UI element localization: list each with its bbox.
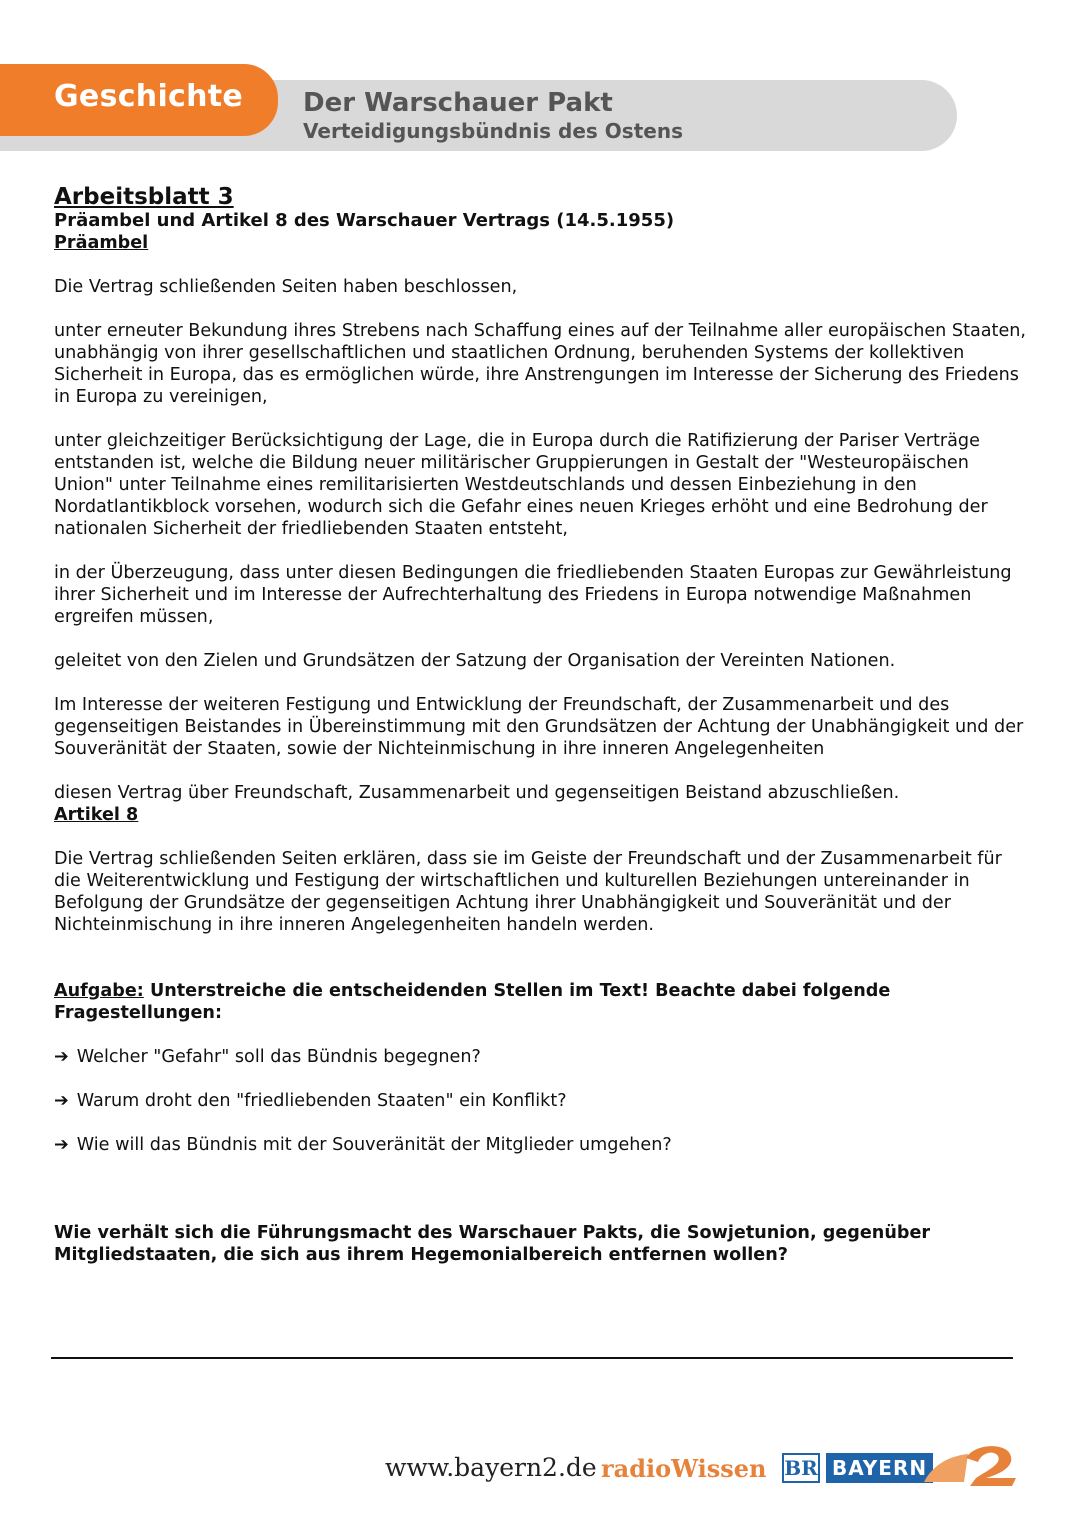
- worksheet-heading: Arbeitsblatt 3: [54, 184, 234, 210]
- question-text: Warum droht den "friedliebenden Staaten" ein Konflikt?: [76, 1091, 567, 1111]
- document-title: Der Warschauer Pakt: [303, 88, 613, 118]
- question-text: Wie will das Bündnis mit der Souveränität der Mitglieder umgehen?: [76, 1135, 672, 1155]
- arrow-right-icon: ➔: [54, 1135, 69, 1155]
- radiowissen-logo: radioWissen: [601, 1454, 767, 1483]
- preamble-paragraph: Die Vertrag schließenden Seiten haben beschlossen,: [54, 277, 518, 297]
- footer-url: www.bayern2.de: [385, 1453, 597, 1482]
- bayern2-two-icon: [920, 1440, 1020, 1490]
- preamble-paragraph: geleitet von den Zielen und Grundsätzen der Satzung der Organisation der Vereinten Nationen.: [54, 651, 896, 671]
- task-label: Aufgabe:: [54, 981, 144, 1001]
- document-subtitle: Verteidigungsbündnis des Ostens: [303, 119, 683, 143]
- preamble-paragraph: diesen Vertrag über Freundschaft, Zusammenarbeit und gegenseitigen Beistand abzuschließen.: [54, 783, 900, 803]
- preamble-paragraph: unter erneuter Bekundung ihres Strebens nach Schaffung eines auf der Teilnahme aller europäischen Staaten, unabhängig von ihrer gesellschaftlichen und staatlichen Ordnung, beruhenden Systems der kollektiven Sicherheit in Europa, das es ermöglichen würde, ihre Anstrengungen im Interesse der Sicherung des Friedens in Europa zu vereinigen,: [54, 321, 1027, 407]
- article-heading: Artikel 8: [54, 805, 139, 825]
- preamble-paragraph: unter gleichzeitiger Berücksichtigung der Lage, die in Europa durch die Ratifizierung der Pariser Verträge entstanden ist, welche die Bildung neuer militärischer Gruppierungen in Gestalt der "Westeuropäischen Union" unter Teilnahme eines remilitarisierten Westdeutschlands und dessen Einbeziehung in den Nordatlantikblock vorsehen, wodurch sich die Gefahr eines neuen Krieges erhöht und eine Bedrohung der nationalen Sicherheit der friedliebenden Staaten entsteht,: [54, 431, 988, 539]
- answer-line: [51, 1357, 1013, 1359]
- bayern2-logo: [782, 1440, 1022, 1490]
- question-item: [54, 1046, 1029, 1068]
- preamble-paragraph: Im Interesse der weiteren Festigung und Entwicklung der Freundschaft, der Zusammenarbeit und des gegenseitigen Beistandes in Übereinstimmung mit den Grundsätzen der Achtung der Unabhängigkeit und der Souveränität der Staaten, sowie der Nichteinmischung in ihre inneren Angelegenheiten: [54, 695, 1024, 759]
- subject-label: Geschichte: [54, 79, 244, 114]
- worksheet-content: [54, 184, 1029, 1266]
- question-item: [54, 1090, 1029, 1112]
- worksheet-subtitle: Präambel und Artikel 8 des Warschauer Vertrags (14.5.1955): [54, 210, 675, 231]
- question-text: Welcher "Gefahr" soll das Bündnis begegnen?: [76, 1047, 481, 1067]
- arrow-right-icon: ➔: [54, 1047, 69, 1067]
- br-mark: BR: [782, 1453, 820, 1483]
- discussion-question: Wie verhält sich die Führungsmacht des Warschauer Pakts, die Sowjetunion, gegenüber Mitgliedstaaten, die sich aus ihrem Hegemonialbereich entfernen wollen?: [54, 1223, 931, 1265]
- question-item: [54, 1134, 1029, 1156]
- task-instruction: [54, 980, 1029, 1024]
- preamble-heading: Präambel: [54, 233, 149, 253]
- task-text: Unterstreiche die entscheidenden Stellen im Text! Beachte dabei folgende Fragestellungen:: [54, 981, 891, 1023]
- arrow-right-icon: ➔: [54, 1091, 69, 1111]
- article-paragraph: Die Vertrag schließenden Seiten erklären, dass sie im Geiste der Freundschaft und der Zusammenarbeit für die Weiterentwicklung und Festigung der wirtschaftlichen und kulturellen Beziehungen untereinander in Befolgung der Grundsätze der gegenseitigen Achtung ihrer Unabhängigkeit und Souveränität und der Nichteinmischung in ihre inneren Angelegenheiten handeln werden.: [54, 849, 1002, 935]
- br-wordmark: BAYERN: [826, 1453, 933, 1483]
- preamble-paragraph: in der Überzeugung, dass unter diesen Bedingungen die friedliebenden Staaten Europas zur Gewährleistung ihrer Sicherheit und im Interesse der Aufrechterhaltung des Friedens in Europa notwendige Maßnahmen ergreifen müssen,: [54, 563, 1012, 627]
